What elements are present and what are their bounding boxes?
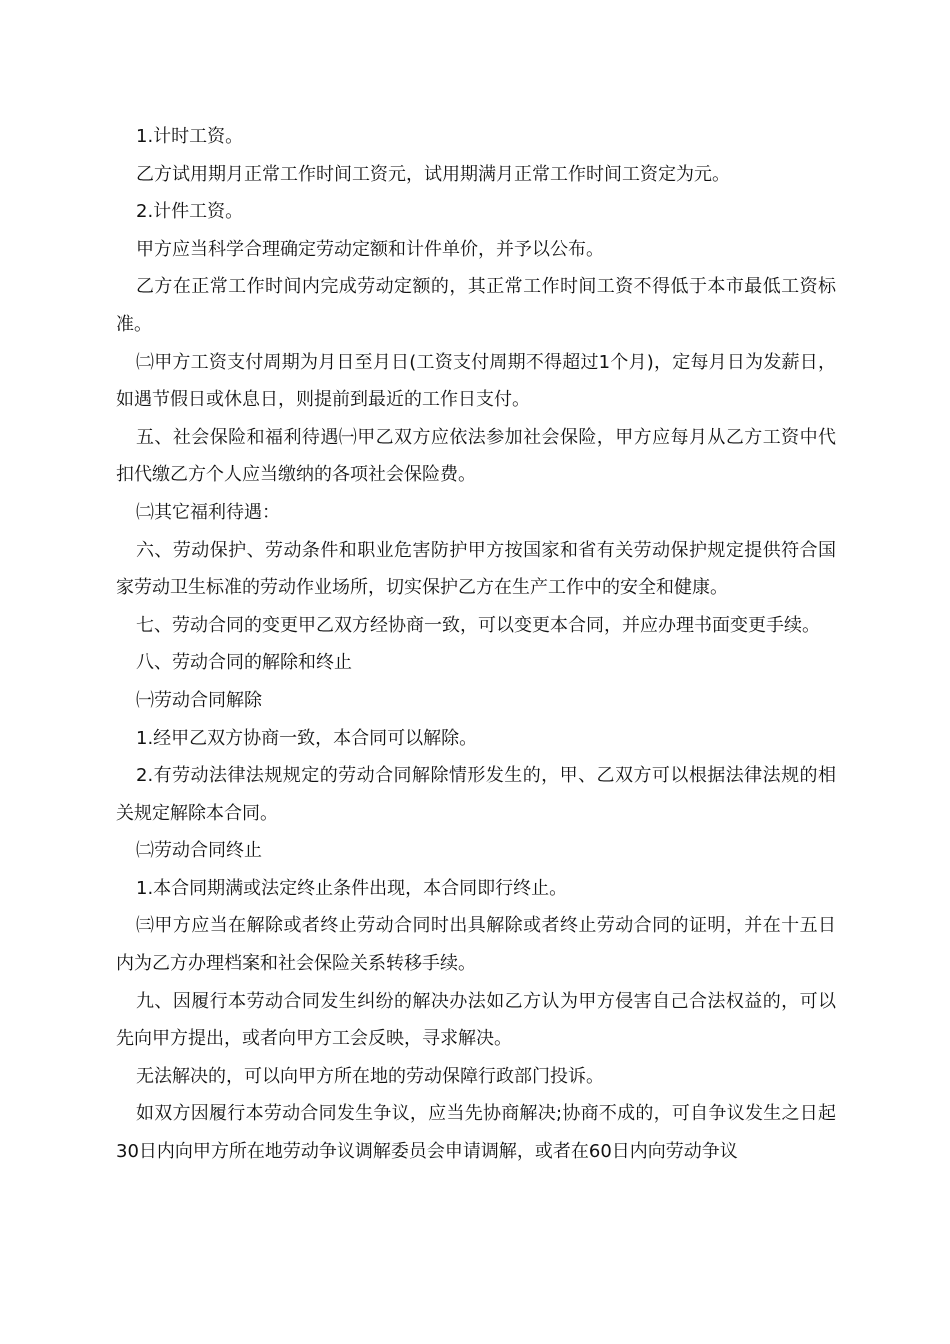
- paragraph-termination-subheading: ㈡劳动合同终止: [136, 840, 262, 862]
- paragraph-other-benefits: ㈡其它福利待遇：: [136, 501, 280, 523]
- paragraph-termination-heading: 八、劳动合同的解除和终止: [136, 652, 352, 674]
- paragraph-minimum-wage: 乙方在正常工作时间内完成劳动定额的，其正常工作时间工资不得低于本市最低工资标准。: [116, 276, 836, 335]
- paragraph-complaint: 无法解决的，可以向甲方所在地的劳动保障行政部门投诉。: [136, 1065, 604, 1087]
- paragraph-contract-expiry: 1.本合同期满或法定终止条件出现，本合同即行终止。: [136, 877, 568, 899]
- paragraph-labor-protection: 六、劳动保护、劳动条件和职业危害防护甲方按国家和省有关劳动保护规定提供符合国家劳动卫生标准的劳动作业场所，切实保护乙方在生产工作中的安全和健康。: [116, 539, 836, 599]
- paragraph-mutual-rescission: 1.经甲乙双方协商一致，本合同可以解除。: [136, 727, 478, 749]
- paragraph-hourly-wage: 1.计时工资。: [136, 126, 244, 147]
- paragraph-mediation: 如双方因履行本劳动合同发生争议，应当先协商解决;协商不成的，可自争议发生之日起30日内向甲方所在地劳动争议调解委员会申请调解，或者在60日内向劳动争议: [116, 1103, 836, 1163]
- document-body: [116, 118, 836, 1171]
- paragraph-probation-wage: 乙方试用期月正常工作时间工资元，试用期满月正常工作时间工资定为元。: [136, 163, 730, 185]
- paragraph-rescission-heading: ㈠劳动合同解除: [136, 689, 262, 711]
- paragraph-quota-pricing: 甲方应当科学合理确定劳动定额和计件单价，并予以公布。: [136, 238, 604, 260]
- paragraph-piece-wage: 2.计件工资。: [136, 201, 244, 223]
- paragraph-contract-change: 七、劳动合同的变更甲乙双方经协商一致，可以变更本合同，并应办理书面变更手续。: [136, 614, 820, 636]
- paragraph-pay-cycle: ㈡甲方工资支付周期为月日至月日(工资支付周期不得超过1个月)，定每月日为发薪日，如遇节假日或休息日，则提前到最近的工作日支付。: [116, 351, 836, 411]
- paragraph-dispute-resolution: 九、因履行本劳动合同发生纠纷的解决办法如乙方认为甲方侵害自己合法权益的，可以先向甲方提出，或者向甲方工会反映，寻求解决。: [116, 990, 836, 1050]
- paragraph-termination-certificate: ㈢甲方应当在解除或者终止劳动合同时出具解除或者终止劳动合同的证明，并在十五日内为乙方办理档案和社会保险关系转移手续。: [116, 915, 836, 975]
- paragraph-social-insurance: 五、社会保险和福利待遇㈠甲乙双方应依法参加社会保险，甲方应每月从乙方工资中代扣代缴乙方个人应当缴纳的各项社会保险费。: [116, 426, 836, 486]
- paragraph-legal-rescission: 2.有劳动法律法规规定的劳动合同解除情形发生的，甲、乙双方可以根据法律法规的相关规定解除本合同。: [116, 765, 836, 824]
